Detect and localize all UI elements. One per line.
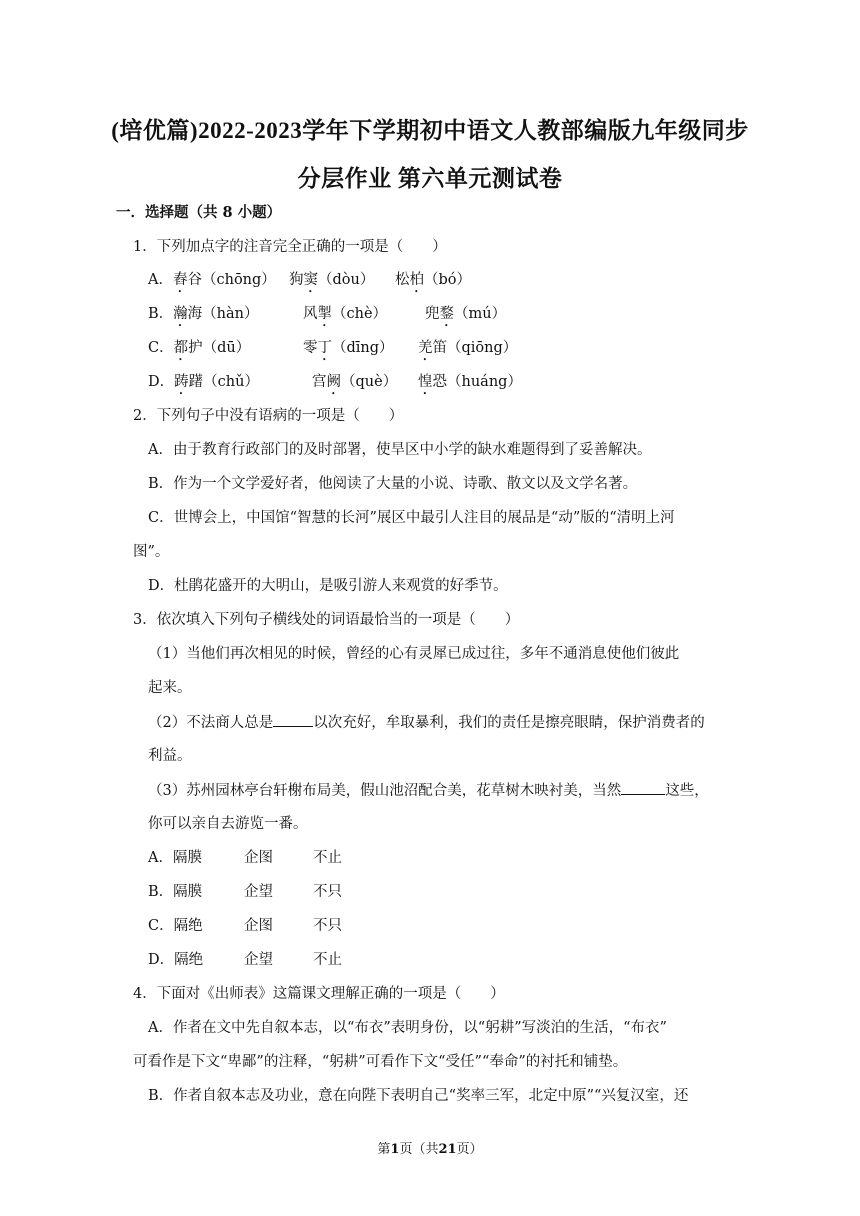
q2-option-c-line2: 图”。 <box>133 544 170 560</box>
q1-a-dotted-1: 舂 <box>172 272 188 288</box>
q1-a-text-2a: 狗 <box>289 272 304 288</box>
footer-page-number: 1 <box>390 1142 400 1157</box>
q2-option-c-line1: C．世博会上，中国馆“智慧的长河”展区中最引人注目的展品是“动”版的“清明上河 <box>148 510 675 526</box>
q1-stem: 1．下列加点字的注音完全正确的一项是（ ） <box>133 239 447 255</box>
q1-b-text-2b: （chè） <box>332 306 388 322</box>
q1-option-a-word3 <box>395 270 471 296</box>
q3-option-b <box>148 882 202 902</box>
q1-a-text-3b: （bó） <box>424 272 472 288</box>
q4-option-a-line2: 可看作是下文“卑鄙”的注释，“躬耕”可看作下文“受任”“奉命”的衬托和铺垫。 <box>133 1054 628 1070</box>
q1-d-label: D． <box>148 374 175 390</box>
q1-b-text-3b: （mú） <box>454 306 507 322</box>
q3-s2-post: 以次充好，牟取暴利，我们的责任是擦亮眼睛，保护消费者的 <box>313 715 705 731</box>
q3-c-w3: 不只 <box>313 918 342 934</box>
q3-sentence2-line1 <box>148 712 705 733</box>
q3-a-w2: 企图 <box>244 850 273 866</box>
q1-c-dotted-3: 羌 <box>418 340 433 356</box>
q1-b-dotted-1: 瀚 <box>173 306 188 322</box>
q3-stem: 3．依次填入下列句子横线处的词语最恰当的一项是（ ） <box>133 612 520 628</box>
q4-option-b-line1: B．作者自叙本志及功业，意在向陛下表明自己“奖率三军，北定中原”“兴复汉室，还 <box>148 1088 689 1104</box>
footer-mid: 页（共 <box>399 1142 439 1157</box>
q1-c-label: C． <box>148 340 174 356</box>
q3-a-w1: A．隔膜 <box>148 850 202 866</box>
q3-a-w3: 不止 <box>313 850 342 866</box>
q1-a-text-1: 谷（chōng） <box>187 272 276 288</box>
q3-s3-post: 这些， <box>665 783 709 799</box>
q3-b-w3: 不只 <box>313 884 342 900</box>
q3-sentence3-line1 <box>148 780 709 801</box>
document-title-line2: 分层作业 第六单元测试卷 <box>297 166 563 191</box>
q1-b-text-1: 海（hàn） <box>187 306 259 322</box>
footer-pre: 第 <box>377 1142 391 1157</box>
q1-option-c-word3 <box>418 338 517 364</box>
q2-option-b: B．作为一个文学爱好者，他阅读了大量的小说、诗歌、散文以及文学名著。 <box>148 476 638 492</box>
document-title-line1: (培优篇)2022-2023学年下学期初中语文人教部编版九年级同步 <box>111 118 749 143</box>
q3-blank-2 <box>273 712 313 727</box>
q3-b-w2: 企望 <box>244 884 273 900</box>
q1-a-dotted-2: 窦 <box>303 272 318 288</box>
q1-d-dotted-3: 惶 <box>418 374 433 390</box>
q1-option-b <box>148 304 258 330</box>
q1-c-text-3b: 笛（qiōng） <box>432 340 518 356</box>
q1-a-text-2b: （dòu） <box>318 272 375 288</box>
q1-option-a <box>148 270 276 296</box>
q1-d-dotted-2: 阙 <box>326 374 341 390</box>
q3-sentence1-line1: （1）当他们再次相见的时候，曾经的心有灵犀已成过往，多年不通消息使他们彼此 <box>148 646 680 662</box>
q1-option-d-word3 <box>418 372 522 398</box>
q1-option-d-word2 <box>312 372 397 398</box>
q1-a-dotted-3: 柏 <box>409 272 424 288</box>
q1-d-text-1: 躇（chǔ） <box>188 374 259 390</box>
q1-a-label: A． <box>148 272 173 288</box>
q1-b-dotted-3: 鍪 <box>439 306 454 322</box>
q1-d-text-2a: 宫 <box>312 374 327 390</box>
q2-stem: 2．下列句子中没有语病的一项是（ ） <box>133 408 404 424</box>
q3-option-a <box>148 848 202 868</box>
q2-option-a: A．由于教育行政部门的及时部署，使旱区中小学的缺水难题得到了妥善解决。 <box>148 442 652 458</box>
q4-stem: 4．下面对《出师表》这篇课文理解正确的一项是（ ） <box>133 986 505 1002</box>
q1-option-b-word3 <box>425 304 506 330</box>
q3-sentence3-line2: 你可以亲自去游览一番。 <box>148 816 308 832</box>
q3-sentence2-line2: 利益。 <box>148 748 192 764</box>
q3-sentence1-line2: 起来。 <box>148 680 192 696</box>
q3-d-w2: 企望 <box>244 952 273 968</box>
q1-a-text-3a: 松 <box>395 272 410 288</box>
q3-b-w1: B．隔膜 <box>148 884 203 900</box>
q1-option-c-word2 <box>303 338 394 364</box>
q3-c-w2: 企图 <box>244 918 273 934</box>
q1-option-d <box>148 372 259 398</box>
q2-option-d: D．杜鹃花盛开的大明山，是吸引游人来观赏的好季节。 <box>148 578 508 594</box>
q4-option-a-line1: A．作者在文中先自叙本志，以“布衣”表明身份，以“躬耕”写淡泊的生活，“布衣” <box>148 1020 667 1036</box>
q1-d-dotted-1: 踌 <box>174 374 189 390</box>
q1-d-text-2b: （què） <box>341 374 398 390</box>
q3-d-w1: D．隔绝 <box>148 952 204 968</box>
q1-c-dotted-2: 丁 <box>317 340 332 356</box>
q1-option-b-word2 <box>303 304 387 330</box>
q1-b-label: B． <box>148 306 174 322</box>
q3-option-c <box>148 916 203 936</box>
q1-c-text-2a: 零 <box>303 340 318 356</box>
page-footer <box>0 1138 860 1157</box>
q1-c-dotted-1: 都 <box>173 340 189 356</box>
q3-option-d <box>148 950 203 970</box>
q3-d-w3: 不止 <box>313 952 342 968</box>
q3-s3-pre: （3）苏州园林亭台轩榭布局美，假山池沼配合美，花草树木映衬美，当然 <box>148 783 622 799</box>
q1-b-text-3a: 兜 <box>425 306 440 322</box>
q1-c-text-1: 护（dū） <box>188 340 251 356</box>
footer-total-pages: 21 <box>438 1142 457 1157</box>
q1-c-text-2b: （dīng） <box>332 340 394 356</box>
section-heading: 一．选择题（共 8 小题） <box>116 204 282 221</box>
q3-s2-pre: （2）不法商人总是 <box>148 715 274 731</box>
q3-blank-3 <box>621 780 665 795</box>
q1-option-c <box>148 338 250 364</box>
q1-option-a-word2 <box>289 270 374 296</box>
q3-c-w1: C．隔绝 <box>148 918 203 934</box>
q1-b-dotted-2: 掣 <box>317 306 332 322</box>
q1-b-text-2a: 风 <box>303 306 318 322</box>
footer-post: 页） <box>456 1142 483 1157</box>
q1-d-text-3b: 恐（huáng） <box>432 374 522 390</box>
